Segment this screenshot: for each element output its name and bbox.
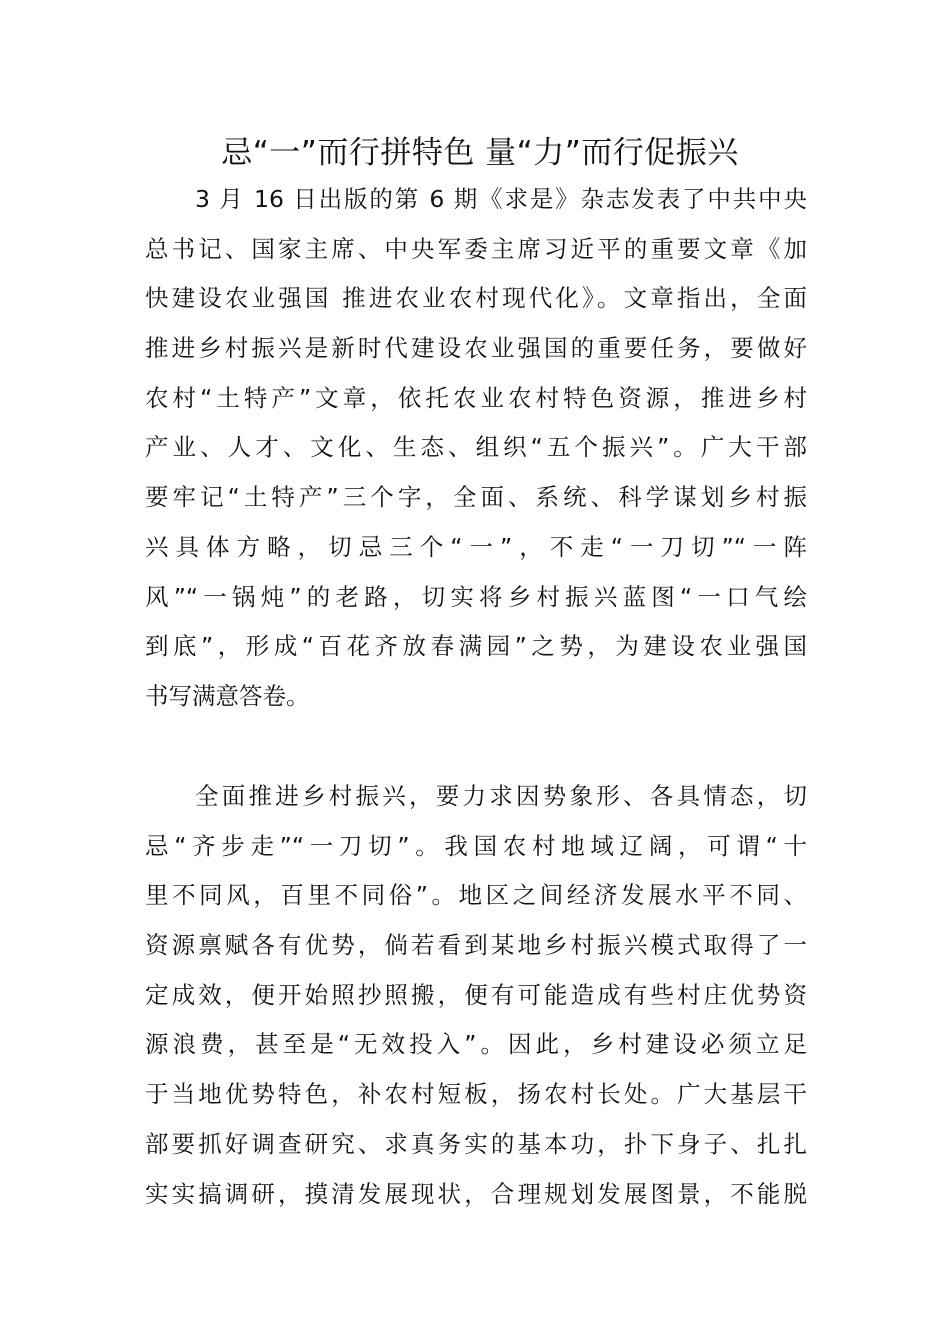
text-line: 推进乡村振兴是新时代建设农业强国的重要任务，要做好 xyxy=(145,334,807,363)
text-line: 实实搞调研，摸清发展现状，合理规划发展图景，不能脱 xyxy=(145,1179,807,1208)
text-line: 部要抓好调查研究、求真务实的基本功，扑下身子、扎扎 xyxy=(145,1129,807,1158)
text-line: 农村“土特产”文章，依托农业农村特色资源，推进乡村 xyxy=(145,383,807,412)
text-line: 资源禀赋各有优势，倘若看到某地乡村振兴模式取得了一 xyxy=(145,931,807,960)
text-line: 定成效，便开始照抄照搬，便有可能造成有些村庄优势资 xyxy=(145,980,807,1009)
text-line: 快建设农业强国 推进农业农村现代化》。文章指出，全面 xyxy=(145,284,807,313)
paragraph-1 xyxy=(145,175,807,722)
text-line: 总书记、国家主席、中央军委主席习近平的重要文章《加 xyxy=(145,234,807,263)
text-line: 3 月 16 日出版的第 6 期《求是》杂志发表了中共中央 xyxy=(195,185,807,213)
text-line: 到底”，形成“百花齐放春满园”之势，为建设农业强国 xyxy=(145,632,807,661)
text-line: 产业、人才、文化、生态、组织“五个振兴”。广大干部 xyxy=(145,433,807,462)
text-line: 兴具体方略，切忌三个“一”，不走“一刀切”“一阵 xyxy=(145,532,807,561)
text-line: 里不同风，百里不同俗”。地区之间经济发展水平不同、 xyxy=(145,881,807,910)
text-line: 忌“齐步走”“一刀切”。我国农村地域辽阔，可谓“十 xyxy=(145,831,807,860)
text-line: 于当地优势特色，补农村短板，扬农村长处。广大基层干 xyxy=(145,1080,807,1109)
text-line: 要牢记“土特产”三个字，全面、系统、科学谋划乡村振 xyxy=(145,483,807,512)
text-line: 书写满意答卷。 xyxy=(145,681,310,710)
text-line: 源浪费，甚至是“无效投入”。因此，乡村建设必须立足 xyxy=(145,1030,807,1059)
article-title: 忌“一”而行拼特色 量“力”而行促振兴 xyxy=(221,135,739,171)
paragraph-2 xyxy=(145,772,807,1219)
text-line: 全面推进乡村振兴，要力求因势象形、各具情态，切 xyxy=(195,782,807,810)
text-line: 风”“一锅炖”的老路，切实将乡村振兴蓝图“一口气绘 xyxy=(145,582,807,611)
